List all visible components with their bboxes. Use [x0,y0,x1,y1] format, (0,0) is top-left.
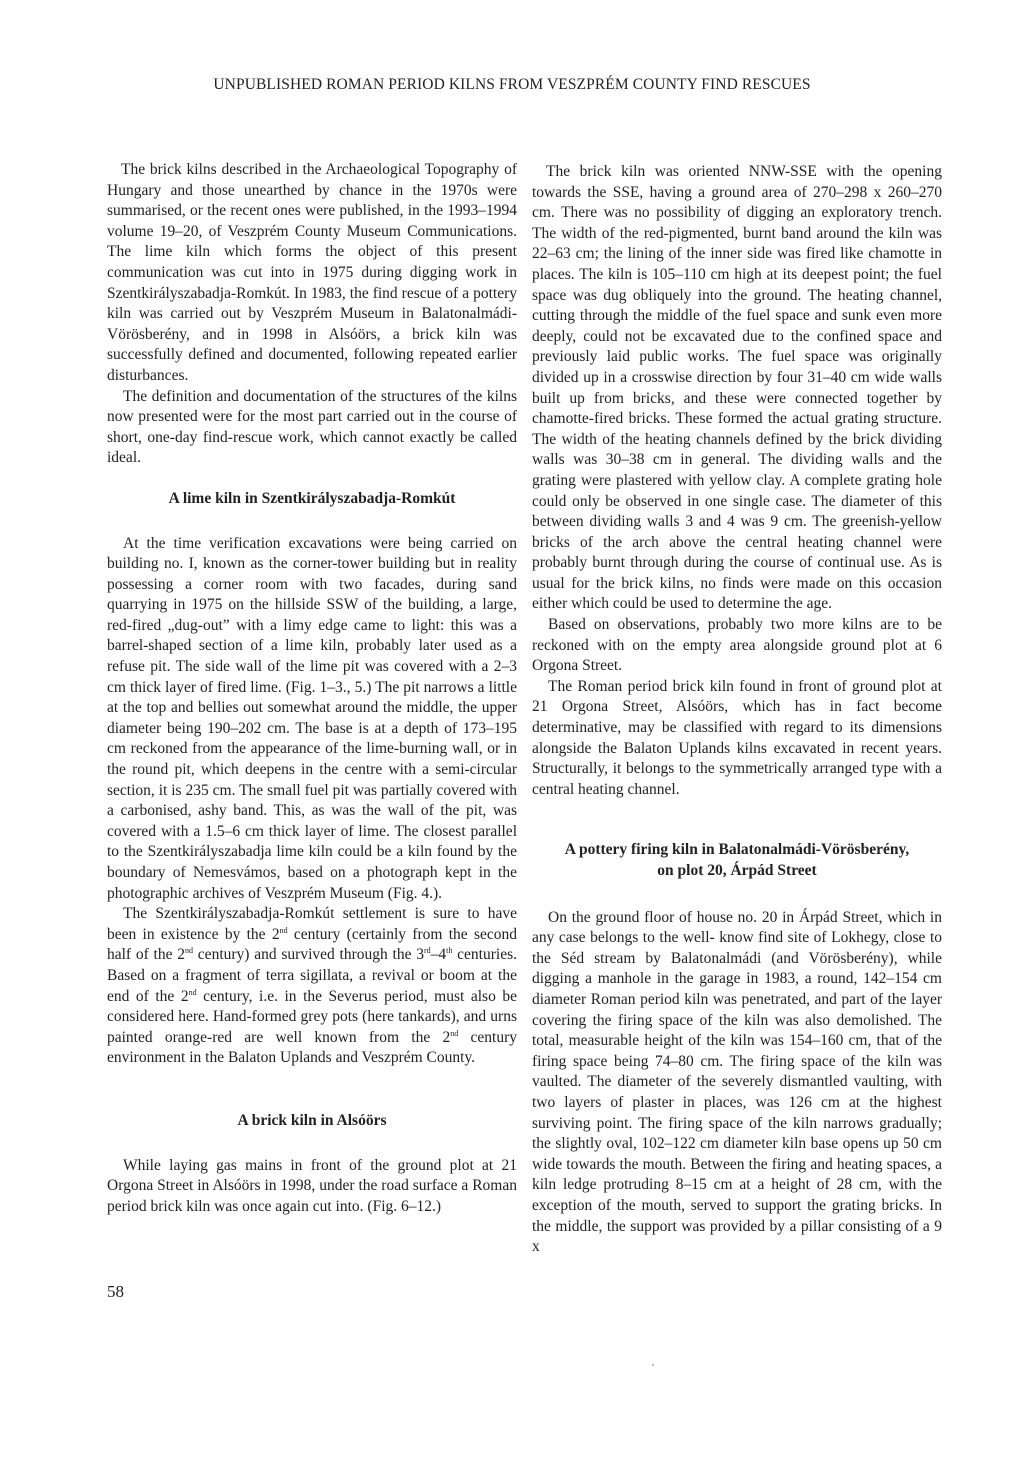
paragraph-dating: The Szentkirályszabadja-Romkút settlement is sure to have been in existence by the 2nd century (certainly from the second half of the 2nd century) and survived through the 3rd–4th centuries. Based on a fragment of terra sigillata, a revival or boom at the end of the 2nd century, i.e. in the Severus period, must also be considered here. Hand-formed grey pots (here tankards), and urns painted orange-red are well known from the 2nd century environment in the Balaton Uplands and Veszprém County. [107,905,518,1067]
paragraph: The brick kilns described in the Archaeological Topography of Hungary and those unearthed by chance in the 1970s were summarised, or the recent ones were published, in the 1993–1994 volume 19–20, of Veszprém County Museum Communications. The lime kiln which forms the object of this present communication was cut into in 1975 during digging work in Szentkirályszabadja-Romkút. In 1983, the find rescue of a pottery kiln was carried out by Veszprém Museum in Balatonalmádi-Vörösberény, and in 1998 in Alsóörs, a brick kiln was successfully defined and documented, following repeated earlier disturbances. [107,161,517,384]
left-column [107,160,517,1217]
paragraph: The definition and documentation of the structures of the kilns now presented were for the most part carried out in the course of short, one-day find-rescue work, which cannot exactly be called ideal. [107,387,517,467]
section-heading-lime-kiln: A lime kiln in Szentkirályszabadja-Romkút [168,489,456,507]
right-column [532,162,942,1258]
paragraph: At the time verification excavations were being carried on building no. I, known as the corner-tower building but in reality possessing a corner room with two facades, during sand quarrying in 1975 on the hillside SSW of the building, a large, red-fired „dug-out” with a limy edge came to light: this was a barrel-shaped section of a lime kiln, probably later used as a refuse pit. The side wall of the lime pit was covered with a 2–3 cm thick layer of fired lime. (Fig. 1–3., 5.) The pit narrows a little at the top and bellies out somewhat around the middle, the upper diameter being 190–202 cm. The base is at a depth of 173–195 cm reckoned from the appearance of the lime-burning wall, or in the round pit, which deepens in the centre with a semi-circular section, it is 235 cm. The small fuel pit was partially covered with a carbonised, ashy band. This, as was the wall of the pit, was covered with a 1.5–6 cm thick layer of lime. The closest parallel to the Szentkirályszabadja lime kiln could be a kiln found by the boundary of Nemesvámos, based on a photograph kept in the photographic archives of Veszprém Museum (Fig. 4.). [107,534,517,902]
running-head: UNPUBLISHED ROMAN PERIOD KILNS FROM VESZPRÉM COUNTY FIND RESCUES [213,76,811,93]
paragraph: Based on observations, probably two more kilns are to be reckoned with on the empty area alongside ground plot at 6 Orgona Street. [532,616,942,675]
section-heading-brick-kiln: A brick kiln in Alsóörs [237,1111,387,1129]
paragraph: The Roman period brick kiln found in front of ground plot at 21 Orgona Street, Alsóörs, which has in fact become determinative, may be classified with regard to its dimensions alongside the Balaton Uplands kilns excavated in recent years. Structurally, it belongs to the symmetrically arranged type with a central heating channel. [532,677,942,798]
paragraph: While laying gas mains in front of the ground plot at 21 Orgona Street in Alsóörs in 1998, under the road surface a Roman period brick kiln was once again cut into. (Fig. 6–12.) [107,1156,517,1215]
scan-speck [652,1364,654,1366]
section-heading-pottery-kiln: A pottery firing kiln in Balatonalmádi-Vörösberény, on plot 20, Árpád Street [564,841,910,879]
paragraph: The brick kiln was oriented NNW-SSE with the opening towards the SSE, having a ground area of 270–298 x 260–270 cm. There was no possibility of digging an exploratory trench. The width of the red-pigmented, burnt band around the kiln was 22–63 cm; the lining of the inner side was fired like chamotte in places. The kiln is 105–110 cm high at its deepest point; the fuel space was dug obliquely into the ground. The heating channel, cutting through the middle of the fuel space and sunk even more deeply, could not be excavated due to the confined space and previously laid public works. The fuel space was originally divided up in a crosswise direction by four 31–40 cm wide walls built up from bricks, and these were connected together by chamotte-fired bricks. These formed the actual grating structure. The width of the heating channels defined by the brick dividing walls was 30–38 cm in general. The dividing walls and the grating were plastered with yellow clay. A complete grating hole could only be observed in one single case. The diameter of this between dividing walls 3 and 4 was 9 cm. The greenish-yellow bricks of the arch above the central heating channel were probably burnt through during the course of continual use. As is usual for the brick kilns, no finds were made on this occasion either which could be used to determine the age. [532,163,942,613]
page-number: 58 [107,1282,124,1301]
paragraph: On the ground floor of house no. 20 in Árpád Street, which in any case belongs to the well- know find site of Lokhegy, close to the Séd stream by Balatonalmádi (and Vörösberény), while digging a manhole in the garage in 1983, a round, 142–154 cm diameter Roman period kiln was penetrated, and part of the layer covering the firing space of the kiln was also demolished. The total, measurable height of the kiln was 154–160 cm, that of the firing space being 74–80 cm. The firing space of the kiln was vaulted. The diameter of the severely dismantled vaulting, with two layers of plaster in places, was 126 cm at the highest surviving point. The firing space of the kiln narrows gradually; the slightly oval, 102–122 cm diameter kiln base opens up 50 cm wide towards the mouth. Between the firing and heating spaces, a kiln ledge protruding 8–15 cm at a height of 28 cm, with the exception of the mouth, served to support the grating bricks. In the middle, the support was provided by a pillar consisting of a 9 x [532,908,942,1256]
